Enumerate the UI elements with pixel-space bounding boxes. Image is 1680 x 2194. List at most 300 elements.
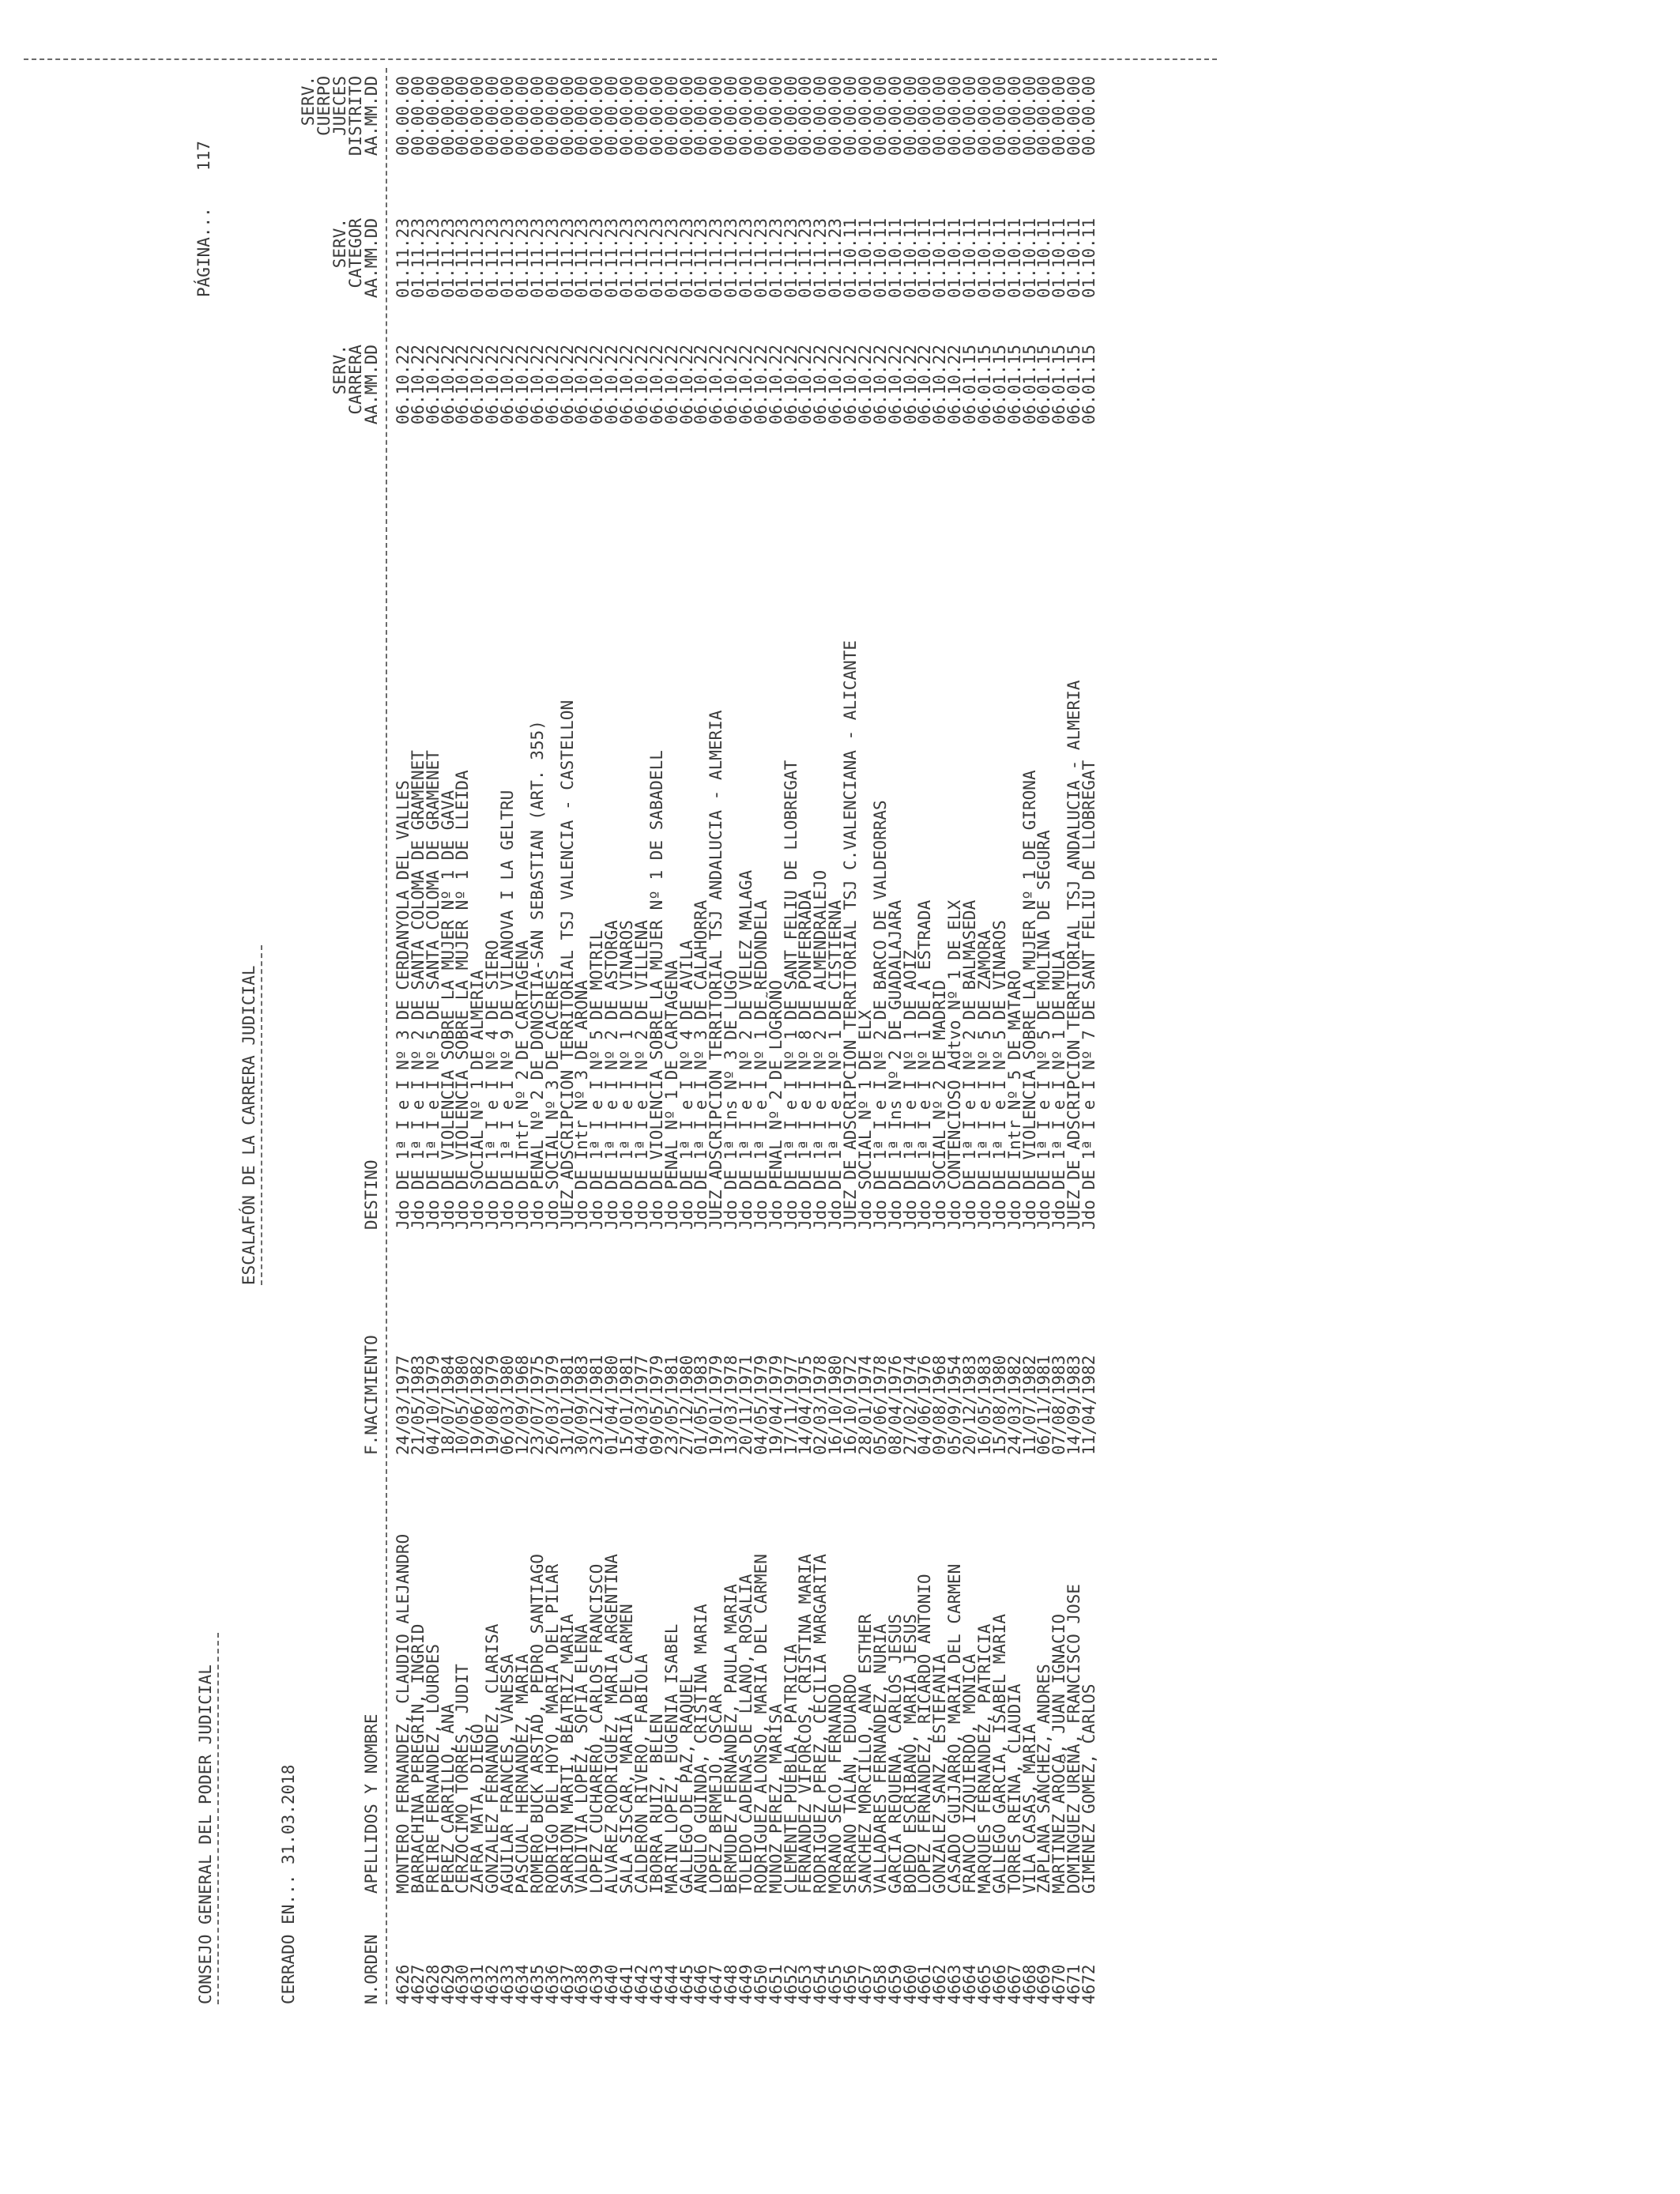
serv-categor-value: 01.11.23	[646, 218, 666, 299]
serv-categor-value: 01.10.11	[1019, 218, 1039, 299]
order-number: 4669	[1034, 1964, 1054, 2004]
birth-date: 19/04/1979	[766, 1355, 785, 1455]
serv-carrera-value: 06.10.22	[438, 345, 458, 425]
serv-carrera-value: 06.10.22	[423, 345, 443, 425]
serv-carrera-value: 06.10.22	[631, 345, 651, 425]
serv-carrera-value: 06.10.22	[587, 345, 607, 425]
destination: Jdo DE 1ª I e I Nº 2 DE VELEZ MALAGA	[736, 869, 755, 1230]
destination: Jdo DE 1ª I e I Nº 5 DE ZAMORA	[974, 929, 994, 1230]
serv-categor-value: 01.11.23	[587, 218, 607, 299]
column-header-name: APELLIDOS Y NOMBRE	[362, 1713, 381, 1894]
destination: JUEZ ADSCRIPCION TERRITORIAL TSJ VALENCIA - CASTELLON	[557, 699, 577, 1230]
destination: Jdo SOCIAL Nº 1 DE ALMERIA	[468, 970, 488, 1230]
birth-date: 19/08/1979	[483, 1355, 503, 1455]
destination: Jdo DE 1ª I e I Nº 5 DE MOLINA DE SEGURA	[1034, 830, 1054, 1230]
destination: Jdo DE 1ª I e I Nº 2 DE VILLENA	[631, 920, 651, 1230]
full-name: RODRIGO DEL HOYO, MARIA DEL PILAR	[542, 1563, 562, 1894]
serv-categor-value: 01.10.11	[915, 218, 935, 299]
serv-jueces-value: 00.00.00	[736, 76, 755, 156]
serv-categor-value: 01.11.23	[781, 218, 800, 299]
serv-carrera-value: 06.10.22	[736, 345, 755, 425]
full-name: AGUILAR FRANCES, VANESSA	[498, 1653, 518, 1894]
birth-date: 16/05/1983	[974, 1355, 994, 1455]
serv-categor-value: 01.10.11	[1004, 218, 1024, 299]
column-header-serv-categor-2: CATEGOR	[346, 218, 365, 288]
destination: Jdo DE 1ª I e I Nº 2 DE BARCO DE VALDEORRAS	[870, 800, 890, 1230]
birth-date: 14/09/1983	[1064, 1355, 1084, 1455]
serv-jueces-value: 00.00.00	[796, 76, 816, 156]
serv-carrera-value: 06.10.22	[945, 345, 965, 425]
serv-categor-value: 01.10.11	[1049, 218, 1069, 299]
serv-jueces-value: 00.00.00	[706, 76, 726, 156]
order-number: 4652	[781, 1964, 800, 2004]
full-name: PEREZ CARRILLO, ANA	[438, 1703, 458, 1894]
birth-date: 04/05/1979	[751, 1355, 770, 1455]
full-name: ANGULO GUINDA, CRISTINA MARIA	[691, 1604, 711, 1894]
serv-categor-value: 01.11.23	[527, 218, 547, 299]
destination: Jdo DE 1ª I e I Nº 5 DE VINAROS	[989, 920, 1009, 1230]
birth-date: 18/07/1984	[438, 1355, 458, 1455]
column-header-destination: DESTINO	[362, 1159, 381, 1230]
full-name: RODRIGUEZ ALONSO, MARIA DEL CARMEN	[751, 1554, 770, 1894]
destination: Jdo DE 1ª I e I Nº 1 DE REDONDELA	[751, 899, 770, 1230]
birth-date: 04/10/1979	[423, 1355, 443, 1455]
serv-jueces-value: 00.00.00	[841, 76, 861, 156]
document-title-underline	[261, 945, 262, 1285]
destination: Jdo DE 1ª I e I Nº 3 DE CERDANYOLA DEL VALLES	[394, 780, 412, 1230]
birth-date: 11/07/1982	[1019, 1355, 1039, 1455]
serv-categor-value: 01.10.11	[1064, 218, 1084, 299]
destination: Jdo DE 1ª I e I Nº 2 DE ASTORGA	[602, 920, 622, 1230]
serv-categor-value: 01.10.11	[945, 218, 965, 299]
birth-date: 31/01/1981	[557, 1355, 577, 1455]
order-number: 4661	[915, 1964, 935, 2004]
organization-title: CONSEJO GENERAL DEL PODER JUDICIAL	[196, 1664, 215, 2004]
serv-categor-value: 01.10.11	[930, 218, 950, 299]
serv-categor-value: 01.11.23	[394, 218, 412, 299]
full-name: CLEMENTE PUEBLA, PATRICIA	[781, 1643, 800, 1894]
serv-jueces-value: 00.00.00	[870, 76, 890, 156]
full-name: ALVAREZ RODRIGUEZ, MARIA ARGENTINA	[602, 1554, 622, 1894]
full-name: CASADO GUIJARRO, MARIA DEL CARMEN	[945, 1563, 965, 1894]
order-number: 4656	[841, 1964, 861, 2004]
destination: Jdo DE Intr Nº 2 DE CARTAGENA	[512, 940, 532, 1230]
full-name: VALLADARES FERNANDEZ, NURIA	[870, 1623, 890, 1894]
serv-jueces-value: 00.00.00	[617, 76, 637, 156]
serv-carrera-value: 06.10.22	[646, 345, 666, 425]
birth-date: 28/01/1974	[855, 1355, 875, 1455]
serv-carrera-value: 06.10.22	[721, 345, 741, 425]
serv-categor-value: 01.11.23	[691, 218, 711, 299]
serv-carrera-value: 06.10.22	[826, 345, 846, 425]
full-name: GARCIA REQUENA, CARLOS JESUS	[885, 1613, 905, 1894]
birth-date: 13/03/1978	[721, 1355, 741, 1455]
order-number: 4671	[1064, 1964, 1084, 2004]
order-number: 4649	[736, 1964, 755, 2004]
serv-jueces-value: 00.00.00	[691, 76, 711, 156]
serv-jueces-value: 00.00.00	[974, 76, 994, 156]
column-header-serv-jueces-1: SERV.	[299, 76, 318, 126]
serv-categor-value: 01.11.23	[438, 218, 458, 299]
full-name: MARTINEZ AROCA, JUAN IGNACIO	[1049, 1613, 1069, 1894]
order-number: 4653	[796, 1964, 816, 2004]
order-number: 4648	[721, 1964, 741, 2004]
destination: Jdo SOCIAL Nº 1 DE ELX	[855, 1009, 875, 1230]
full-name: MORANO SECO, FERNANDO	[826, 1683, 846, 1894]
order-number: 4644	[661, 1964, 681, 2004]
serv-carrera-value: 06.10.22	[408, 345, 428, 425]
birth-date: 06/03/1980	[498, 1355, 518, 1455]
full-name: PASCUAL HERNANDEZ, MARIA	[512, 1653, 532, 1894]
order-number: 4668	[1019, 1964, 1039, 2004]
birth-date: 04/03/1977	[631, 1355, 651, 1455]
serv-jueces-value: 00.00.00	[1079, 76, 1099, 156]
birth-date: 27/12/1980	[676, 1355, 696, 1455]
serv-carrera-value: 06.10.22	[811, 345, 831, 425]
column-header-serv-jueces-4: DISTRITO	[346, 76, 365, 156]
full-name: SALA SISCAR, MARIA DEL CARMEN	[617, 1604, 637, 1894]
serv-categor-value: 01.11.23	[766, 218, 785, 299]
serv-categor-value: 01.11.23	[706, 218, 726, 299]
closing-date: CERRADO EN... 31.03.2018	[279, 1764, 298, 2004]
serv-jueces-value: 00.00.00	[483, 76, 503, 156]
birth-date: 11/04/1982	[1079, 1355, 1099, 1455]
serv-categor-value: 01.11.23	[617, 218, 637, 299]
serv-jueces-value: 00.00.00	[1049, 76, 1069, 156]
order-number: 4659	[885, 1964, 905, 2004]
destination: JUEZ DE ADSCRIPCION TERRITORIAL TSJ ANDALUCIA - ALMERIA	[1064, 680, 1084, 1230]
serv-carrera-value: 06.10.22	[572, 345, 592, 425]
column-header-serv-categor-3: AA.MM.DD	[362, 218, 381, 299]
column-header-birth: F.NACIMIENTO	[362, 1335, 381, 1455]
birth-date: 08/04/1976	[885, 1355, 905, 1455]
serv-carrera-value: 06.10.22	[394, 345, 412, 425]
order-number: 4626	[394, 1964, 412, 2004]
order-number: 4660	[900, 1964, 920, 2004]
order-number: 4636	[542, 1964, 562, 2004]
birth-date: 04/06/1976	[915, 1355, 935, 1455]
destination: Jdo DE VIOLENCIA SOBRE LA MUJER Nº 1 DE LLEIDA	[453, 770, 473, 1230]
destination: Jdo DE 1ª I e I Nº 8 DE PONFERRADA	[796, 890, 816, 1230]
birth-date: 05/06/1978	[870, 1355, 890, 1455]
serv-jueces-value: 00.00.00	[572, 76, 592, 156]
full-name: TOLEDO CADENAS DE LLANO, ROSALIA	[736, 1574, 755, 1894]
order-number: 4640	[602, 1964, 622, 2004]
margin-rule	[24, 58, 1217, 60]
column-header-order: N.ORDEN	[362, 1934, 381, 2004]
serv-jueces-value: 00.00.00	[1064, 76, 1084, 156]
destination: JUEZ ADSCRIPCION TERRITORIAL TSJ ANDALUCIA - ALMERIA	[706, 710, 726, 1230]
order-number: 4638	[572, 1964, 592, 2004]
birth-date: 01/05/1983	[691, 1355, 711, 1455]
column-header-serv-categor-1: SERV.	[330, 218, 349, 269]
full-name: SARRION MARTI, BEATRIZ MARIA	[557, 1613, 577, 1894]
serv-jueces-value: 00.00.00	[438, 76, 458, 156]
serv-carrera-value: 06.10.22	[900, 345, 920, 425]
order-number: 4664	[960, 1964, 980, 2004]
birth-date: 05/09/1954	[945, 1355, 965, 1455]
serv-jueces-value: 00.00.00	[855, 76, 875, 156]
full-name: ROMERO BUCK ARSTAD, PEDRO SANTIAGO	[527, 1554, 547, 1894]
serv-categor-value: 01.10.11	[900, 218, 920, 299]
order-number: 4629	[438, 1964, 458, 2004]
serv-categor-value: 01.10.11	[989, 218, 1009, 299]
birth-date: 23/05/1981	[661, 1355, 681, 1455]
order-number: 4632	[483, 1964, 503, 2004]
birth-date: 07/08/1983	[1049, 1355, 1069, 1455]
order-number: 4630	[453, 1964, 473, 2004]
serv-categor-value: 01.11.23	[602, 218, 622, 299]
order-number: 4647	[706, 1964, 726, 2004]
order-number: 4646	[691, 1964, 711, 2004]
destination: Jdo DE 1ª I e I Nº 4 DE AVILA	[676, 940, 696, 1230]
birth-date: 10/05/1980	[453, 1355, 473, 1455]
column-header-serv-carrera-2: CARRERA	[346, 345, 365, 415]
order-number: 4631	[468, 1964, 488, 2004]
destination: Jdo DE VIOLENCIA SOBRE LA MUJER Nº 1 DE GAVA	[438, 790, 458, 1230]
order-number: 4672	[1079, 1964, 1099, 2004]
serv-jueces-value: 00.00.00	[945, 76, 965, 156]
serv-carrera-value: 06.10.22	[691, 345, 711, 425]
serv-categor-value: 01.11.23	[498, 218, 518, 299]
full-name: GALLEGO DE PAZ, RAQUEL	[676, 1673, 696, 1894]
birth-date: 16/10/1980	[826, 1355, 846, 1455]
birth-date: 02/03/1978	[811, 1355, 831, 1455]
order-number: 4650	[751, 1964, 770, 2004]
serv-categor-value: 01.11.23	[408, 218, 428, 299]
serv-jueces-value: 00.00.00	[721, 76, 741, 156]
destination: JUEZ DE ADSCRIPCION TERRITORIAL TSJ C.VALENCIANA - ALICANTE	[841, 640, 861, 1230]
serv-carrera-value: 06.10.22	[676, 345, 696, 425]
serv-carrera-value: 06.10.22	[885, 345, 905, 425]
destination: Jdo DE 1ª I e I Nº 2 DE BALMASEDA	[960, 899, 980, 1230]
destination: Jdo PENAL Nº 2 DE DONOSTIA-SAN SEBASTIAN (ART. 355)	[527, 720, 547, 1230]
destination: Jdo PENAL Nº 1 DE CARTAGENA	[661, 959, 681, 1230]
serv-carrera-value: 06.10.22	[751, 345, 770, 425]
serv-jueces-value: 00.00.00	[512, 76, 532, 156]
serv-jueces-value: 00.00.00	[602, 76, 622, 156]
birth-date: 15/08/1980	[989, 1355, 1009, 1455]
destination: Jdo DE 1ª I e I Nº 2 DE ALMENDRALEJO	[811, 869, 831, 1230]
serv-carrera-value: 06.10.22	[602, 345, 622, 425]
order-number: 4635	[527, 1964, 547, 2004]
serv-carrera-value: 06.01.15	[1079, 345, 1099, 425]
full-name: MONTERO FERNANDEZ, CLAUDIO ALEJANDRO	[394, 1533, 412, 1894]
birth-date: 12/09/1968	[512, 1355, 532, 1455]
birth-date: 09/08/1968	[930, 1355, 950, 1455]
full-name: GONZALEZ FERNANDEZ, CLARISA	[483, 1623, 503, 1894]
serv-carrera-value: 06.10.22	[527, 345, 547, 425]
full-name: VILA CASAS, MARIA	[1019, 1724, 1039, 1894]
full-name: SERRANO TALAN, EDUARDO	[841, 1673, 861, 1894]
birth-date: 17/11/1977	[781, 1355, 800, 1455]
full-name: BOEDO ESCRIBANO, MARIA JESUS	[900, 1613, 920, 1894]
full-name: ZAFRA MATA, DIEGO	[468, 1724, 488, 1894]
destination: Jdo DE 1ª I e I Nº 1 DE SANT FELIU DE LLOBREGAT	[781, 760, 800, 1230]
order-number: 4651	[766, 1964, 785, 2004]
destination: Jdo DE 1ª I e I Nº 1 DE MULA	[1049, 949, 1069, 1230]
destination: Jdo DE 1ª I e I Nº 2 DE SANTA COLOMA DE GRAMENET	[408, 750, 428, 1230]
serv-jueces-value: 00.00.00	[930, 76, 950, 156]
serv-categor-value: 01.11.23	[572, 218, 592, 299]
organization-underline	[217, 1633, 219, 2004]
destination: Jdo DE 1ª I e I Nº 5 DE SANTA COLOMA DE GRAMENET	[423, 750, 443, 1230]
birth-date: 09/05/1979	[646, 1355, 666, 1455]
serv-categor-value: 01.11.23	[676, 218, 696, 299]
serv-carrera-value: 06.10.22	[915, 345, 935, 425]
serv-carrera-value: 06.10.22	[453, 345, 473, 425]
serv-carrera-value: 06.10.22	[930, 345, 950, 425]
serv-jueces-value: 00.00.00	[631, 76, 651, 156]
birth-date: 15/01/1981	[617, 1355, 637, 1455]
serv-carrera-value: 06.10.22	[542, 345, 562, 425]
column-header-serv-carrera-1: SERV.	[330, 345, 349, 395]
serv-carrera-value: 06.01.15	[1019, 345, 1039, 425]
birth-date: 23/12/1981	[587, 1355, 607, 1455]
serv-jueces-value: 00.00.00	[557, 76, 577, 156]
serv-categor-value: 01.11.23	[557, 218, 577, 299]
birth-date: 20/11/1971	[736, 1355, 755, 1455]
order-number: 4667	[1004, 1964, 1024, 2004]
serv-categor-value: 01.11.23	[631, 218, 651, 299]
birth-date: 24/03/1977	[394, 1355, 412, 1455]
serv-carrera-value: 06.10.22	[498, 345, 518, 425]
serv-categor-value: 01.11.23	[751, 218, 770, 299]
destination: Jdo DE 1ª I e I Nº 5 DE MOTRIL	[587, 929, 607, 1230]
serv-categor-value: 01.11.23	[796, 218, 816, 299]
serv-carrera-value: 06.10.22	[483, 345, 503, 425]
destination: Jdo DE VIOLENCIA SOBRE LA MUJER Nº 1 DE GIRONA	[1019, 770, 1039, 1230]
serv-carrera-value: 06.10.22	[781, 345, 800, 425]
full-name: FERNANDEZ VIFORCOS, CRISTINA MARIA	[796, 1554, 816, 1894]
serv-carrera-value: 06.01.15	[974, 345, 994, 425]
full-name: LOPEZ CUCHARERO, CARLOS FRANCISCO	[587, 1563, 607, 1894]
destination: Jdo DE 1ª I e I Nº 1 DE VINAROS	[617, 920, 637, 1230]
birth-date: 16/10/1972	[841, 1355, 861, 1455]
birth-date: 19/01/1979	[706, 1355, 726, 1455]
destination: Jdo DE 1ª Ins Nº 2 DE GUADALAJARA	[885, 899, 905, 1230]
serv-categor-value: 01.11.23	[661, 218, 681, 299]
column-header-serv-jueces-2: CUERPO	[315, 76, 333, 136]
full-name: BARRACHINA PEREGRIN, INGRID	[408, 1623, 428, 1894]
serv-categor-value: 01.11.23	[512, 218, 532, 299]
birth-date: 01/04/1980	[602, 1355, 622, 1455]
full-name: GIMENEZ GOMEZ, CARLOS	[1079, 1683, 1099, 1894]
order-number: 4658	[870, 1964, 890, 2004]
serv-jueces-value: 00.00.00	[989, 76, 1009, 156]
serv-jueces-value: 00.00.00	[453, 76, 473, 156]
serv-jueces-value: 00.00.00	[766, 76, 785, 156]
birth-date: 20/12/1983	[960, 1355, 980, 1455]
full-name: MUÑOZ PEREZ, MARISA	[766, 1703, 785, 1894]
column-header-serv-carrera-3: AA.MM.DD	[362, 345, 381, 425]
serv-carrera-value: 06.10.22	[661, 345, 681, 425]
page-number: 117	[194, 141, 213, 171]
destination: Jdo DE Intr Nº 3 DE ARONA	[572, 979, 592, 1230]
full-name: LOPEZ FERNANDEZ, RICARDO ANTONIO	[915, 1574, 935, 1894]
destination: Jdo DE 1ª I e I Nº 1 DE CISTIERNA	[826, 899, 846, 1230]
serv-categor-value: 01.11.23	[483, 218, 503, 299]
serv-carrera-value: 06.01.15	[960, 345, 980, 425]
birth-date: 30/09/1983	[572, 1355, 592, 1455]
order-number: 4666	[989, 1964, 1009, 2004]
birth-date: 14/04/1975	[796, 1355, 816, 1455]
full-name: ZAPLANA SANCHEZ, ANDRES	[1034, 1664, 1054, 1894]
destination: Jdo DE 1ª I e I Nº 1 DE A ESTRADA	[915, 899, 935, 1230]
order-number: 4642	[631, 1964, 651, 2004]
order-number: 4641	[617, 1964, 637, 2004]
serv-categor-value: 01.10.11	[960, 218, 980, 299]
order-number: 4628	[423, 1964, 443, 2004]
column-header-serv-jueces-3: JUECES	[330, 76, 349, 136]
serv-categor-value: 01.10.11	[974, 218, 994, 299]
serv-jueces-value: 00.00.00	[811, 76, 831, 156]
serv-carrera-value: 06.10.22	[796, 345, 816, 425]
order-number: 4654	[811, 1964, 831, 2004]
header-separator	[386, 68, 387, 2004]
serv-carrera-value: 06.01.15	[1004, 345, 1024, 425]
full-name: FREIRE FERNANDEZ, LOURDES	[423, 1643, 443, 1894]
serv-jueces-value: 00.00.00	[826, 76, 846, 156]
serv-jueces-value: 00.00.00	[751, 76, 770, 156]
destination: Jdo SOCIAL Nº 2 DE MADRID	[930, 979, 950, 1230]
serv-categor-value: 01.11.23	[542, 218, 562, 299]
serv-categor-value: 01.10.11	[1034, 218, 1054, 299]
serv-jueces-value: 00.00.00	[915, 76, 935, 156]
serv-carrera-value: 06.10.22	[706, 345, 726, 425]
birth-date: 26/03/1979	[542, 1355, 562, 1455]
full-name: GALLEGO GARCIA, ISABEL MARIA	[989, 1613, 1009, 1894]
serv-categor-value: 01.11.23	[811, 218, 831, 299]
destination: Jdo CONTENCIOSO Adtvo Nº 1 DE ELX	[945, 899, 965, 1230]
serv-carrera-value: 06.01.15	[1034, 345, 1054, 425]
serv-carrera-value: 06.10.22	[841, 345, 861, 425]
order-number: 4655	[826, 1964, 846, 2004]
serv-jueces-value: 00.00.00	[960, 76, 980, 156]
birth-date: 23/07/1975	[527, 1355, 547, 1455]
serv-categor-value: 01.10.11	[870, 218, 890, 299]
serv-carrera-value: 06.10.22	[766, 345, 785, 425]
serv-jueces-value: 00.00.00	[394, 76, 412, 156]
destination: Jdo DE 1ª I e I Nº 7 DE SANT FELIU DE LLOBREGAT	[1079, 760, 1099, 1230]
full-name: CERZOCIMO TORRES, JUDIT	[453, 1664, 473, 1894]
destination: Jdo DE VIOLENCIA SOBRE LA MUJER Nº 1 DE SABADELL	[646, 750, 666, 1230]
serv-categor-value: 01.10.11	[1079, 218, 1099, 299]
order-number: 4663	[945, 1964, 965, 2004]
serv-categor-value: 01.11.23	[453, 218, 473, 299]
full-name: CALDERON RIVERO, FABIOLA	[631, 1653, 651, 1894]
serv-carrera-value: 06.10.22	[468, 345, 488, 425]
serv-jueces-value: 00.00.00	[408, 76, 428, 156]
serv-jueces-value: 00.00.00	[498, 76, 518, 156]
destination: Jdo DE Intr Nº 5 DE MATARO	[1004, 970, 1024, 1230]
serv-categor-value: 01.11.23	[736, 218, 755, 299]
order-number: 4662	[930, 1964, 950, 2004]
order-number: 4633	[498, 1964, 518, 2004]
order-number: 4645	[676, 1964, 696, 2004]
serv-jueces-value: 00.00.00	[1004, 76, 1024, 156]
serv-carrera-value: 06.10.22	[557, 345, 577, 425]
serv-jueces-value: 00.00.00	[646, 76, 666, 156]
serv-jueces-value: 00.00.00	[676, 76, 696, 156]
full-name: BERMUDEZ FERNANDEZ, PAULA MARIA	[721, 1584, 741, 1894]
page-label: PÁGINA...	[194, 207, 213, 297]
destination: Jdo DE 1ª Ins Nº 3 DE LUGO	[721, 970, 741, 1230]
serv-jueces-value: 00.00.00	[781, 76, 800, 156]
serv-jueces-value: 00.00.00	[423, 76, 443, 156]
order-number: 4670	[1049, 1964, 1069, 2004]
full-name: VALDIVIA LOPEZ, SOFIA ELENA	[572, 1623, 592, 1894]
